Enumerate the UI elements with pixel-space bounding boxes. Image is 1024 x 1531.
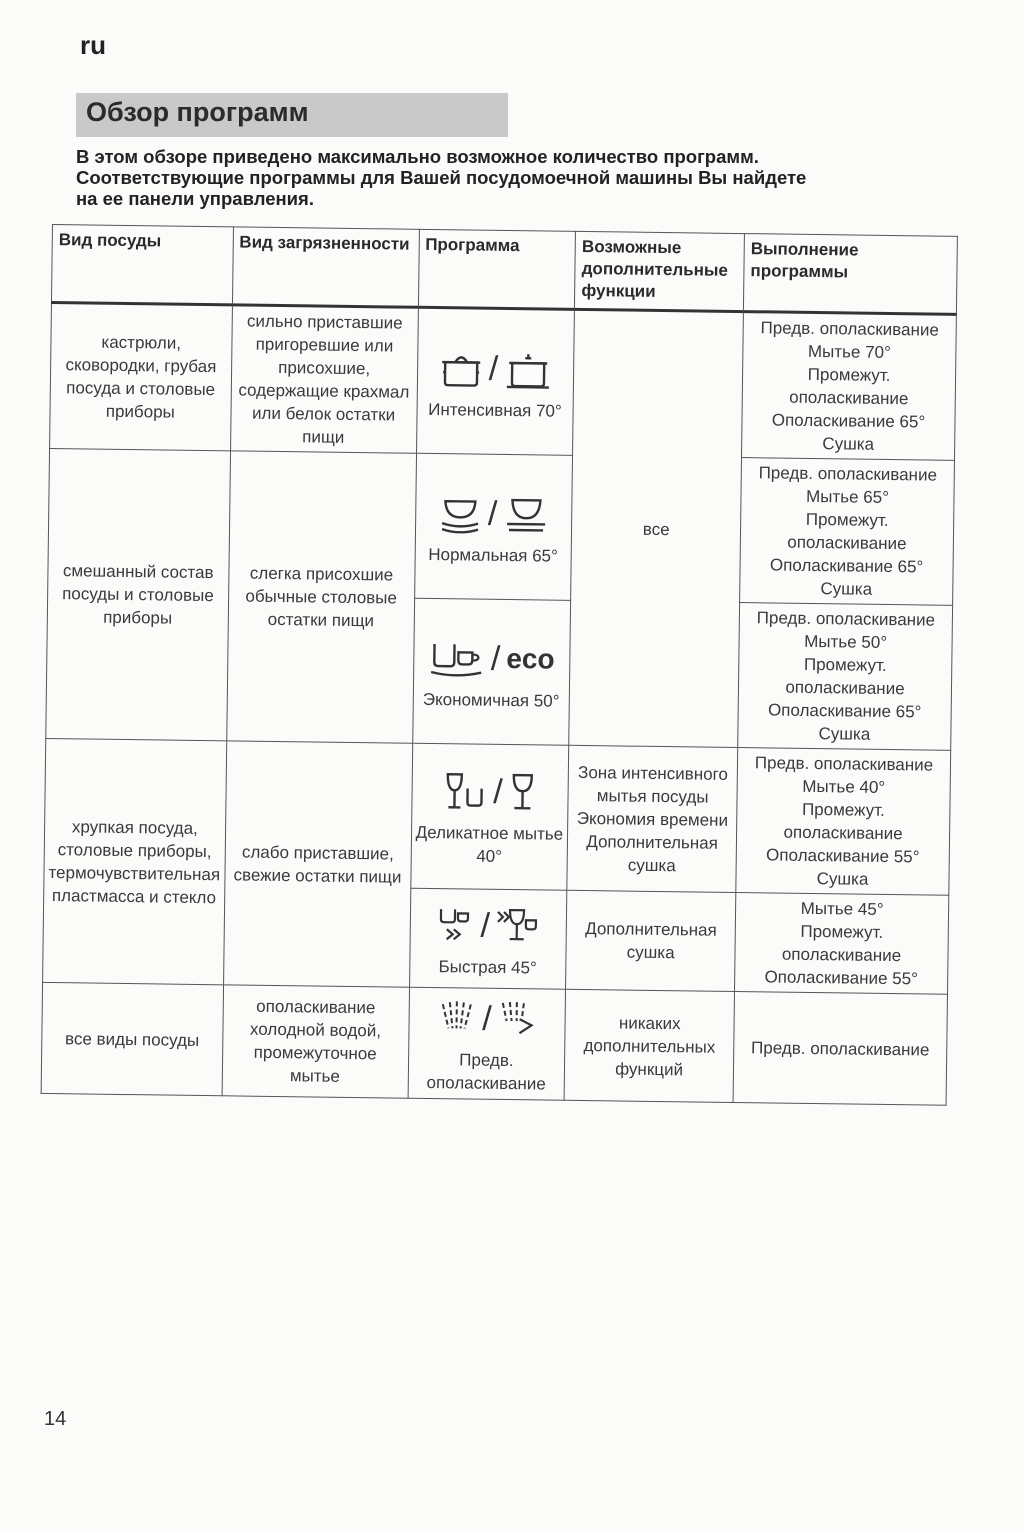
- quick-glass-icon: [496, 905, 541, 946]
- step: Сушка: [820, 579, 873, 599]
- step: Ополаскивание 65°: [769, 555, 924, 577]
- option: никаких дополнительных функций: [583, 1012, 716, 1079]
- step: Промежут. ополаскивание: [783, 799, 903, 844]
- program-eco: [412, 598, 571, 745]
- step: Мытье 50°: [804, 631, 888, 652]
- header-soil: Вид загрязненности: [232, 227, 419, 307]
- program-quick: [409, 888, 567, 989]
- cup-icon: [429, 637, 486, 678]
- program-name: Нормальная 65°: [428, 544, 558, 566]
- slash-separator: /: [482, 999, 492, 1038]
- wine-glass-icon: [508, 771, 537, 813]
- header-execution: Выполнение программы: [743, 234, 957, 315]
- step: Ополаскивание 65°: [767, 700, 922, 722]
- program-name: Интенсивная 70°: [428, 399, 562, 421]
- language-code: ru: [80, 30, 106, 60]
- execution-cell: [742, 312, 957, 461]
- option: Дополнительная сушка: [585, 919, 717, 963]
- step: Предв. ополаскивание: [760, 318, 939, 340]
- intensive-pot-icons: [419, 341, 571, 395]
- soil-cell: слабо приставшие, свежие остатки пищи: [223, 741, 412, 987]
- option: Зона интенсивного мытья посуды: [578, 762, 729, 807]
- slash-separator: /: [492, 772, 503, 811]
- step: Промежут. ополаскивание: [781, 921, 902, 966]
- table-header-row: [51, 225, 957, 315]
- dishes-cell: смешанный состав посуды и столовые приборы: [46, 448, 230, 740]
- intro-line: Соответствующие программы для Вашей посудомоечной машины Вы найдете: [76, 167, 807, 188]
- pot-icon: [439, 348, 484, 389]
- table-row: [48, 448, 955, 605]
- header-dishes: Вид посуды: [51, 225, 233, 305]
- step: Промежут. ополаскивание: [787, 509, 907, 554]
- eco-cup-icon: [416, 631, 568, 685]
- slash-separator: /: [480, 906, 491, 945]
- dishes-cell: хрупкая посуда, столовые приборы, термочувствительная пластмасса и стекло: [43, 738, 227, 984]
- step: Предв. ополаскивание: [751, 1037, 930, 1060]
- options-cell: [564, 989, 734, 1102]
- slash-separator: /: [490, 639, 501, 678]
- step: Предв. ополаскивание: [754, 753, 934, 775]
- execution-cell: [735, 893, 949, 995]
- page-title: Обзор программ: [76, 93, 508, 137]
- execution-cell: [736, 748, 951, 896]
- step: Мытье 70°: [807, 341, 891, 362]
- step: Предв. ополаскивание: [756, 608, 936, 630]
- slash-separator: /: [488, 349, 499, 388]
- step: Промежут. ополаскивание: [785, 654, 905, 699]
- eco-label: eco: [506, 642, 555, 675]
- program-normal: [414, 453, 573, 600]
- step: Предв. ополаскивание: [758, 463, 938, 485]
- step: Ополаскивание 65°: [771, 410, 926, 432]
- bowl-plate-icon: [503, 493, 550, 534]
- step: Сушка: [816, 869, 869, 889]
- step: Ополаскивание 55°: [764, 967, 919, 989]
- pot-lid-icon: [504, 348, 553, 389]
- program-delicate: [410, 743, 569, 890]
- step: Сушка: [818, 724, 871, 744]
- execution-cell: [733, 992, 947, 1106]
- option: Экономия времени: [576, 808, 729, 830]
- program-intensive: [416, 307, 575, 455]
- dishes-cell: все виды посуды: [41, 982, 223, 1095]
- soil-cell: слегка присохшие обычные столовые остатки пищи: [226, 451, 416, 743]
- quick-cup-icon: [436, 905, 475, 945]
- header-program: Программа: [418, 229, 576, 309]
- step: Промежут. ополаскивание: [789, 364, 909, 409]
- glass-icons: [414, 765, 566, 819]
- spray-bowl-icon: [497, 999, 538, 1040]
- options-all-cell: все: [569, 309, 743, 747]
- programs-table: [41, 224, 958, 1106]
- page-number: 14: [44, 1408, 67, 1430]
- header-options: Возможные дополнительные функции: [575, 231, 745, 311]
- step: Сушка: [822, 434, 875, 454]
- step: Мытье 65°: [805, 486, 890, 507]
- table-row: [41, 982, 947, 1105]
- slash-separator: /: [487, 494, 498, 533]
- step: Ополаскивание 55°: [766, 845, 920, 867]
- execution-cell: [738, 603, 953, 751]
- program-name: Предв. ополаскивание: [426, 1050, 546, 1094]
- bowl-stack-icon: [438, 493, 483, 534]
- intro-line: на ее панели управления.: [76, 188, 314, 209]
- soil-cell: сильно приставшие пригоревшие или присохшие, содержащие крахмал или белок остатки пищи: [230, 305, 418, 453]
- glass-cup-icon: [443, 770, 488, 813]
- table-row: [50, 302, 957, 460]
- prerinse-spray-icons: [411, 992, 563, 1046]
- quick-wash-icons: [412, 898, 564, 952]
- table-row: [44, 738, 951, 895]
- options-cell: [567, 745, 738, 892]
- program-name: Быстрая 45°: [438, 956, 537, 977]
- option: Дополнительная сушка: [586, 831, 719, 875]
- program-prerinse: [408, 987, 566, 1100]
- soil-cell: ополаскивание холодной водой, промежуточное мытье: [222, 985, 409, 1098]
- intro-line: В этом обзоре приведено максимально возможное количество программ.: [76, 146, 759, 167]
- intro-paragraph: [76, 146, 956, 209]
- step: Мытье 45°: [800, 898, 884, 919]
- dishes-cell: кастрюли, сковородки, грубая посуда и столовые приборы: [50, 302, 232, 450]
- spray-icon: [436, 998, 477, 1039]
- program-name: Деликатное мытье 40°: [415, 822, 564, 866]
- step: Мытье 40°: [802, 776, 886, 797]
- normal-bowl-icons: [417, 486, 569, 540]
- program-name: Экономичная 50°: [422, 689, 560, 711]
- options-cell: [566, 890, 736, 991]
- execution-cell: [740, 458, 955, 606]
